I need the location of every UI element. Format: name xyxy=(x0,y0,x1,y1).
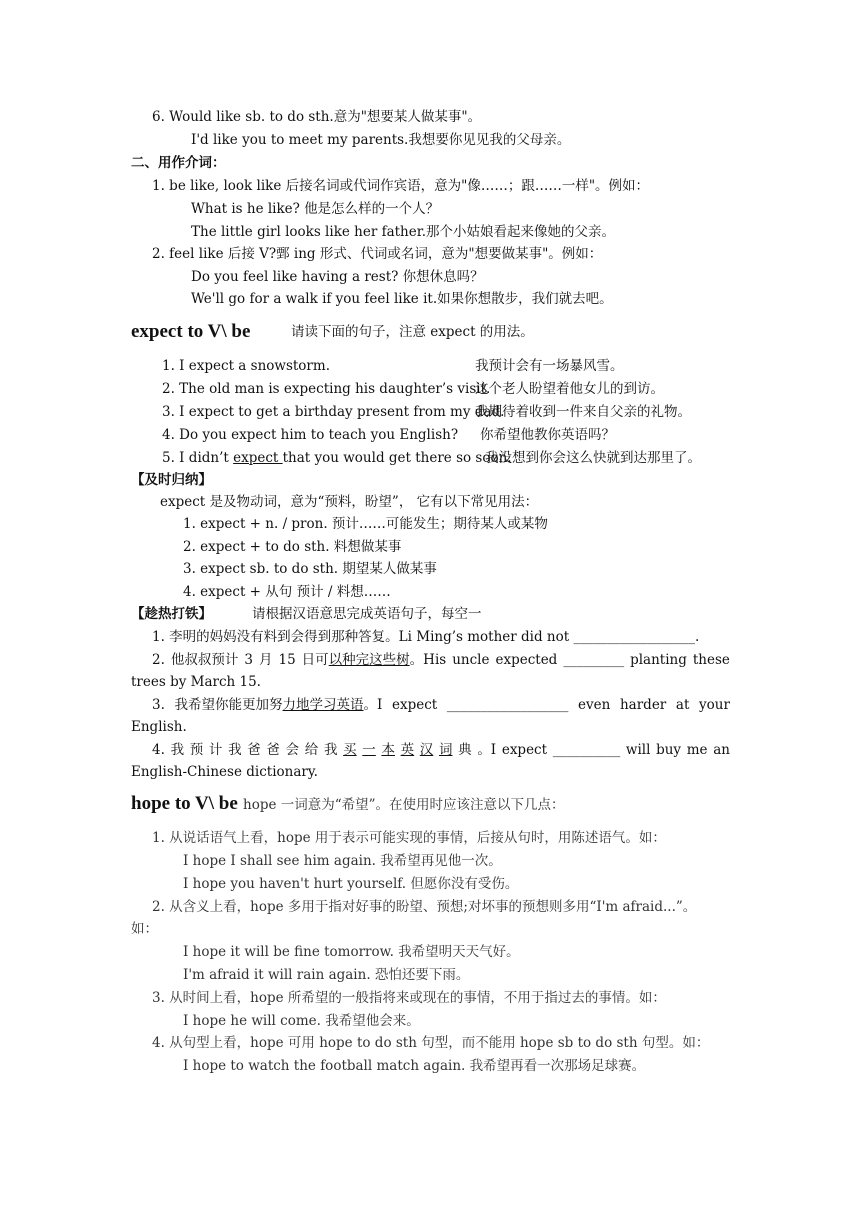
p2-word: 他叔叔预计 xyxy=(170,652,239,668)
hope-point-4: 4. 从句型上看，hope 可用 hope to do sth 句型，而不能用 hope sb to do sth 句型。如： xyxy=(152,1035,710,1051)
prep-item-2-example-1: Do you feel like having a rest? 你想休息吗？ xyxy=(191,269,484,285)
p4-word: buy xyxy=(656,742,682,758)
practice-title: 【趁热打铁】 xyxy=(131,606,212,622)
p4-word: 会 xyxy=(285,742,300,758)
expect-sentence-5-zh: 我没想到你会这么快就到达那里了。 xyxy=(485,450,701,466)
expect-sentence-4-en: 4. Do you expect him to teach you English? xyxy=(162,427,459,443)
p4-word: 汉 xyxy=(419,742,434,758)
p4-word: 我 xyxy=(323,742,338,758)
p2-word: uncle xyxy=(452,652,490,668)
p4-word: 预 xyxy=(189,742,204,758)
expect-intro: 请读下面的句子，注意 expect 的用法。 xyxy=(291,324,534,340)
p3-word: expect xyxy=(392,697,438,713)
practice-2 xyxy=(152,651,730,669)
summary-intro: expect 是及物动词，意为“预料，盼望”， 它有以下常见用法： xyxy=(160,494,539,510)
p3-word: 我希望你能更加努力地学习英语。I xyxy=(174,697,383,713)
hope-point-2-example-2: I'm afraid it will rain again. 恐怕还要下雨。 xyxy=(183,967,470,983)
p4-word: 4. xyxy=(152,742,165,758)
hope-point-2-example-1: I hope it will be fine tomorrow. 我希望明天天气好。 xyxy=(183,944,520,960)
p3-word: even xyxy=(578,697,611,713)
expect-sentence-2-zh: 这个老人盼望着他女儿的到访。 xyxy=(475,381,664,397)
p4-word: an xyxy=(713,742,730,758)
p2-word: these xyxy=(692,652,730,668)
hope-point-3-example-1: I hope he will come. 我希望他会来。 xyxy=(183,1013,420,1029)
expect-sentence-3-zh: 我期待着收到一件来自父亲的礼物。 xyxy=(475,404,691,420)
sentence-5-underlined-word: expect xyxy=(233,450,283,466)
prep-item-2-example-2: We'll go for a walk if you feel like it.如果你想散步，我们就去吧。 xyxy=(191,291,613,307)
practice-intro: 请根据汉语意思完成英语句子，每空一 xyxy=(252,606,482,622)
practice-4 xyxy=(152,741,730,759)
p4-word: will xyxy=(625,742,651,758)
p4-word: 典 xyxy=(458,742,472,758)
p4-word: 。I xyxy=(477,742,497,758)
hope-point-1-example-1: I hope I shall see him again. 我希望再见他一次。 xyxy=(183,853,502,869)
p4-blank: __________ xyxy=(552,742,621,758)
practice-4-continued: English-Chinese dictionary. xyxy=(131,764,318,780)
expect-sentence-1-zh: 我预计会有一场暴风雪。 xyxy=(475,358,624,374)
p2-word: 3 xyxy=(244,652,253,668)
sentence-5-part-2: that you would get there so soon. xyxy=(282,450,512,466)
p4-word: 一 xyxy=(362,742,376,758)
p4-word: 我 xyxy=(170,742,185,758)
p2-blank: _________ xyxy=(563,652,625,668)
p2-word: expected xyxy=(495,652,558,668)
usage-1: 1. expect + n. / pron. 预计……可能发生；期待某人或某物 xyxy=(183,516,548,532)
practice-2-continued: trees by March 15. xyxy=(131,674,261,690)
p2-word: 日可以种完这些树。His xyxy=(301,652,447,668)
p2-word: 2. xyxy=(152,652,165,668)
expect-sentence-2-en: 2. The old man is expecting his daughter’s visit. xyxy=(162,381,491,397)
hope-intro: hope 一词意为“希望”。在使用时应该注意以下几点： xyxy=(243,797,565,813)
p4-word: 计 xyxy=(208,742,223,758)
practice-1: 1. 李明的妈妈没有料到会得到那种答复。Li Ming’s mother did not __________________. xyxy=(152,629,700,645)
p4-word: 英 xyxy=(400,742,415,758)
summary-title: 【及时归纳】 xyxy=(131,472,212,488)
expect-heading: expect to V\ be xyxy=(131,321,251,342)
prep-item-1-example-2: The little girl looks like her father.那个小姑娘看起来像她的父亲。 xyxy=(191,224,615,240)
hope-point-1: 1. 从说话语气上看，hope 用于表示可能实现的事情，后接从句时，用陈述语气。如： xyxy=(152,830,666,846)
p4-word: 买 xyxy=(343,742,357,758)
p4-word: 给 xyxy=(304,742,319,758)
expect-sentence-5-en xyxy=(162,449,512,467)
p4-word: 词 xyxy=(438,742,453,758)
practice-3 xyxy=(152,696,730,714)
p3-word: harder xyxy=(619,697,667,713)
hope-point-2: 2. 从含义上看，hope 多用于指对好事的盼望、预想;对坏事的预想则多用“I'm afraid...”。 xyxy=(152,899,697,915)
p3-word: 3. xyxy=(152,697,165,713)
p2-word: 15 xyxy=(278,652,296,668)
p3-word: your xyxy=(699,697,730,713)
usage-2: 2. expect + to do sth. 料想做某事 xyxy=(183,539,402,555)
sentence-5-part-1: 5. I didn’t xyxy=(162,450,234,466)
hope-heading: hope to V\ be xyxy=(131,793,238,814)
p4-word: 爸 xyxy=(247,742,261,758)
p4-word: 我 xyxy=(228,742,242,758)
p4-word: 爸 xyxy=(266,742,280,758)
prep-item-1: 1. be like, look like 后接名词或代词作宾语，意为"像……；跟……一样"。例如： xyxy=(152,178,650,194)
expect-sentence-3-en: 3. I expect to get a birthday present from my dad. xyxy=(162,404,505,420)
expect-sentence-1-en: 1. I expect a snowstorm. xyxy=(162,358,330,374)
item-6: 6. Would like sb. to do sth.意为"想要某人做某事"。 xyxy=(152,109,482,125)
hope-point-3: 3. 从时间上看，hope 所希望的一般指将来或现在的事情，不用于指过去的事情。如： xyxy=(152,990,666,1006)
hope-point-2-continued: 如： xyxy=(131,921,158,937)
section-2-title: 二、用作介词： xyxy=(131,155,226,171)
p2-word: 月 xyxy=(258,652,273,668)
practice-3-continued: English. xyxy=(131,719,187,735)
p4-word: 本 xyxy=(381,742,395,758)
prep-item-1-example-1: What is he like? 他是怎么样的一个人？ xyxy=(191,201,440,217)
hope-point-4-example-1: I hope to watch the football match again. 我希望再看一次那场足球赛。 xyxy=(183,1058,646,1074)
usage-3: 3. expect sb. to do sth. 期望某人做某事 xyxy=(183,561,437,577)
hope-point-1-example-2: I hope you haven't hurt yourself. 但愿你没有受伤。 xyxy=(183,876,519,892)
usage-4: 4. expect + 从句 预计 / 料想…… xyxy=(183,584,391,600)
p4-word: expect xyxy=(501,742,548,758)
p3-word: at xyxy=(675,697,690,713)
item-6-example: I'd like you to meet my parents.我想要你见见我的父母亲。 xyxy=(191,132,571,148)
expect-sentence-4-zh: 你希望他教你英语吗？ xyxy=(480,427,615,443)
p3-blank: __________________ xyxy=(446,697,569,713)
p2-word: planting xyxy=(630,652,687,668)
p4-word: me xyxy=(686,742,708,758)
prep-item-2: 2. feel like 后接 V?鄄 ing 形式、代词或名词，意为"想要做某事"。例如： xyxy=(152,246,603,262)
